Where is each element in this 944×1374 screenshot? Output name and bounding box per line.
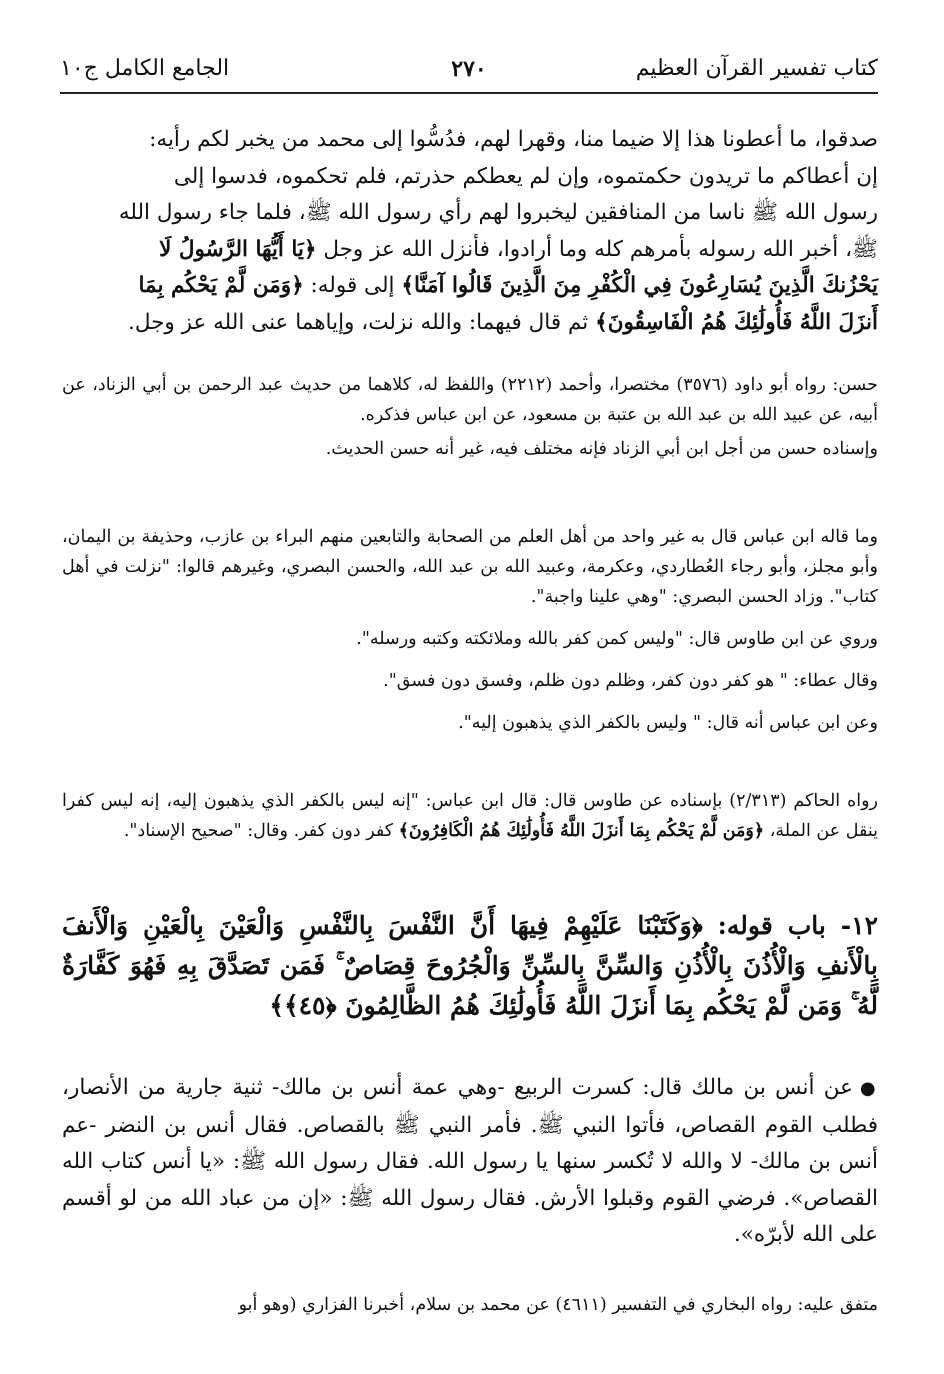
chapter-paragraph	[62, 906, 878, 1026]
hadith-paragraph	[62, 1070, 878, 1254]
main-line: رسول الله ﷺ ناسا من المنافقين ليخبروا لهم رأي رسول الله ﷺ، فلما جاء رسول الله	[118, 200, 878, 225]
footnote-paragraph: وإسناده حسن من أجل ابن أبي الزناد فإنه مختلف فيه، غير أنه حسن الحديث.	[325, 439, 878, 459]
quran-verse: ﴿وَمَن لَّمْ يَحْكُم بِمَا	[138, 273, 304, 298]
quran-verse: يَحْزُنكَ الَّذِينَ يُسَارِعُونَ فِي الْكُفْرِ مِنَ الَّذِينَ قَالُوا آمَنَّا﴾	[401, 273, 878, 298]
main-text	[62, 122, 878, 341]
footnote-hakim	[62, 786, 878, 846]
footnote-paragraph: وعن ابن عباس أنه قال: " وليس بالكفر الذي يذهبون إليه".	[458, 713, 878, 733]
footnote-segment: رواه الحاكم (٢/٣١٣) بإسناده عن طاوس قال: قال ابن عباس: "إنه ليس بالكفر الذي يذهبون إليه، إنه ليس كفرا ينقل عن الملة،	[62, 791, 878, 841]
hadith-text	[62, 1070, 878, 1254]
main-line: إن أعطاكم ما تريدون حكمتموه، وإن لم يعطكم حذرتم، فلم تحكموه، فدسوا إلى	[173, 163, 878, 189]
chapter-label: ١٢- باب قوله:	[702, 911, 878, 940]
collection-title: الجامع الكامل ج١٠	[60, 56, 230, 81]
main-text-segment: ﷺ، أخبر الله رسوله بأمرهم كله وما أرادوا، فأنزل الله عز وجل	[316, 236, 878, 262]
main-line	[62, 268, 878, 305]
quran-verse: ﴿وَمَن لَّمْ يَحْكُم بِمَا أَنزَلَ اللَّهُ فَأُولَٰئِكَ هُمُ الْكَافِرُونَ﴾	[398, 821, 765, 841]
book-title: كتاب تفسير القرآن العظيم	[635, 56, 878, 81]
hadith-body: عن أنس بن مالك قال: كسرت الربيع -وهي عمة أنس بن مالك- ثنية جارية من الأنصار، فطلب القوم القصاص، فأتوا النبي ﷺ. فأمر النبي ﷺ بالقصاص. فقال أنس بن النضر -عم أنس بن مالك- لا والله لا تُكسر سنها يا رسول الله. فقال رسول الله ﷺ: «يا أنس كتاب الله القصاص». فرضي القوم وقبلوا الأرش. فقال رسول الله ﷺ: «إن من عباد الله من لو أقسم على الله لأبرّه».	[62, 1075, 878, 1247]
footnote-agreed	[62, 1290, 878, 1320]
main-line: صدقوا، ما أعطونا هذا إلا ضيما منا، وقهرا لهم، فدُسُّوا إلى محمد من يخبر لكم رأيه:	[149, 127, 878, 152]
footnote-commentary	[62, 522, 878, 738]
page-number: ٢٧٠	[451, 56, 487, 82]
footnote-paragraph: وقال عطاء: " هو كفر دون كفر، وظلم دون ظلم، وفسق دون فسق".	[383, 671, 878, 691]
bullet-icon: ●	[859, 1078, 878, 1099]
footnote-paragraph	[62, 786, 878, 846]
footnote-paragraph: وما قاله ابن عباس قال به غير واحد من أهل العلم من الصحابة والتابعين منهم البراء بن عازب، وحذيفة بن اليمان، وأبو مجلز، وأبو رجاء العُطاردي، وعكرمة، وعبيد الله بن عبد الله، والحسن البصري، وغيرهم قالوا: "نزلت في أهل كتاب". وزاد الحسن البصري: "وهي علينا واجبة".	[62, 527, 878, 607]
main-line	[62, 232, 878, 269]
footnote-paragraph: متفق عليه: رواه البخاري في التفسير (٤٦١١) عن محمد بن سلام، أخبرنا الفزاري (وهو أبو	[238, 1295, 878, 1315]
footnote-paragraph: حسن: رواه أبو داود (٣٥٧٦) مختصرا، وأحمد (٢٢١٢) واللفظ له، كلاهما من حديث عبد الرحمن بن أبي الزناد، عن أبيه، عن عبيد الله بن عبد الله بن عتبة بن مسعود، عن ابن عباس فذكره.	[62, 375, 878, 425]
page-header	[60, 52, 878, 94]
quran-verse: ﴿يَا أَيُّهَا الرَّسُولُ لَا	[159, 236, 317, 262]
chapter-heading	[62, 906, 878, 1026]
main-text-segment: ثم قال فيهما: والله نزلت، وإياهما عنى الله عز وجل.	[128, 309, 596, 335]
chapter-verse: ﴿وَكَتَبْنَا عَلَيْهِمْ فِيهَا أَنَّ النَّفْسَ بِالنَّفْسِ وَالْعَيْنَ بِالْعَيْنِ وَالْأَنفَ بِالْأَنفِ وَالْأُذُنَ بِالْأُذُنِ وَالسِّنَّ بِالسِّنِّ وَالْجُرُوحَ قِصَاصٌ ۚ فَمَن تَصَدَّقَ بِهِ فَهُوَ كَفَّارَةٌ لَّهُ ۚ وَمَن لَّمْ يَحْكُم بِمَا أَنزَلَ اللَّهُ فَأُولَٰئِكَ هُمُ الظَّالِمُونَ ﴿٤٥﴾﴾	[62, 911, 878, 1020]
footnote-segment: كفر دون كفر. وقال: "صحيح الإسناد".	[123, 821, 399, 841]
main-line	[62, 305, 878, 342]
quran-verse: أَنزَلَ اللَّهُ فَأُولَٰئِكَ هُمُ الْفَاسِقُونَ﴾	[595, 309, 878, 335]
footnote-paragraph: وروي عن ابن طاوس قال: "وليس كمن كفر بالله وملائكته وكتبه ورسله".	[356, 629, 878, 649]
main-text-segment: إلى قوله:	[303, 273, 402, 298]
footnote-grading	[62, 370, 878, 464]
